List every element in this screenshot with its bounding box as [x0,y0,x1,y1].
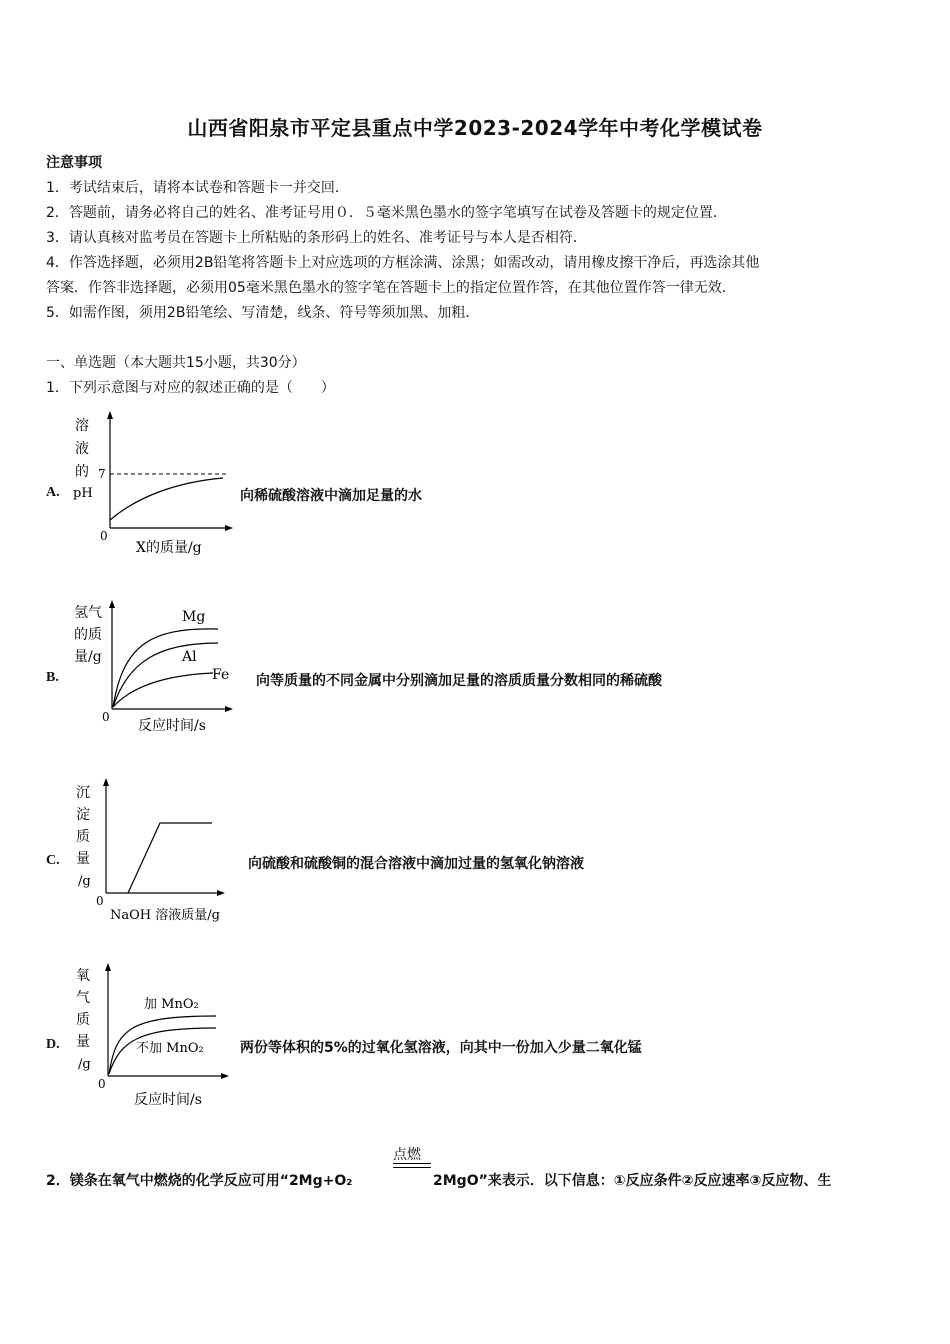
option-c-label: C. [46,853,60,868]
origin-label: 0 [98,1077,106,1091]
y-axis-label: 液 [75,441,89,457]
option-b-description: 向等质量的不同金属中分别滴加足量的溶质质量分数相同的稀硫酸 [256,673,662,689]
curve-label-with-mno2: 加 MnO₂ [144,997,199,1012]
x-axis-label: NaOH 溶液质量/g [110,908,220,923]
page-title: 山西省阳泉市平定县重点中学2023-2024学年中考化学模试卷 [187,116,763,140]
y-axis-label: 的质 [74,627,102,643]
question-2-text-before: 2．镁条在氧气中燃烧的化学反应可用“2Mg+O₂ [46,1173,353,1189]
option-b-label: B. [46,670,59,685]
y-axis-label: 淀 [76,807,90,823]
x-axis-label: X的质量/g [136,540,202,556]
option-d-graph [68,960,238,1110]
y-axis-label: 氧 [76,968,90,984]
y-axis-label: 溶 [75,418,89,434]
y-axis-label: 气 [76,990,90,1006]
option-d-label: D. [46,1037,60,1052]
origin-label: 0 [102,710,110,724]
y-axis-label: /g [78,1057,91,1072]
notice-item: 答案．作答非选择题，必须用05毫米黑色墨水的签字笔在答题卡上的指定位置作答，在其他位置作答一律无效． [46,280,736,296]
question-2-text-after: 2MgO”来表示．以下信息：①反应条件②反应速率③反应物、生 [433,1173,832,1189]
notice-item: 3．请认真核对监考员在答题卡上所粘贴的条形码上的姓名、准考证号与本人是否相符． [46,230,587,246]
origin-label: 0 [96,894,104,908]
curve-label-al: Al [182,649,197,665]
option-a-label: A. [46,485,60,500]
notice-item: 4．作答选择题，必须用2B铅笔将答题卡上对应选项的方框涂满、涂黑；如需改动，请用橡皮擦干净后，再选涂其他 [46,255,760,271]
y-axis-label: 量 [76,851,90,867]
option-b-graph [68,597,248,742]
origin-label: 0 [100,529,108,543]
option-c-description: 向硫酸和硫酸铜的混合溶液中滴加过量的氢氧化钠溶液 [248,856,584,872]
y-axis-label: 的 [75,464,89,480]
x-axis-label: 反应时间/s [134,1092,202,1108]
x-axis-label: 反应时间/s [138,718,206,734]
y-axis-label: 质 [76,1012,90,1028]
y-axis-label: 沉 [76,785,90,801]
y-axis-label: 量/g [74,649,102,665]
question-1-stem: 1．下列示意图与对应的叙述正确的是（ ） [46,380,335,396]
y-axis-label: 量 [76,1034,90,1050]
section-heading: 一、单选题（本大题共15小题，共30分） [46,355,306,371]
option-a-description: 向稀硫酸溶液中滴加足量的水 [240,488,422,504]
y-axis-label: /g [78,874,91,889]
curve-label-without-mno2: 不加 MnO₂ [136,1041,204,1056]
y-axis-label: pH [73,486,93,501]
curve-label-fe: Fe [212,667,230,683]
equals-sign [393,1163,431,1168]
y-axis-label: 质 [76,829,90,845]
y-axis-label: 氢气 [74,605,102,621]
option-c-graph [68,775,248,925]
notice-item: 5．如需作图，须用2B铅笔绘、写清楚，线条、符号等须加黑、加粗． [46,305,480,321]
notice-item: 2．答题前，请务必将自己的姓名、准考证号用０．５毫米黑色墨水的签字笔填写在试卷及答题卡的规定位置． [46,205,727,221]
option-a-graph [68,408,238,558]
notice-item: 1．考试结束后，请将本试卷和答题卡一并交回． [46,180,349,196]
ph-7-tick: 7 [98,467,106,481]
option-d-description: 两份等体积的5%的过氧化氢溶液，向其中一份加入少量二氧化锰 [240,1040,642,1056]
curve-label-mg: Mg [182,609,206,625]
reaction-condition: 点燃 [393,1147,421,1163]
notice-heading: 注意事项 [46,155,102,171]
